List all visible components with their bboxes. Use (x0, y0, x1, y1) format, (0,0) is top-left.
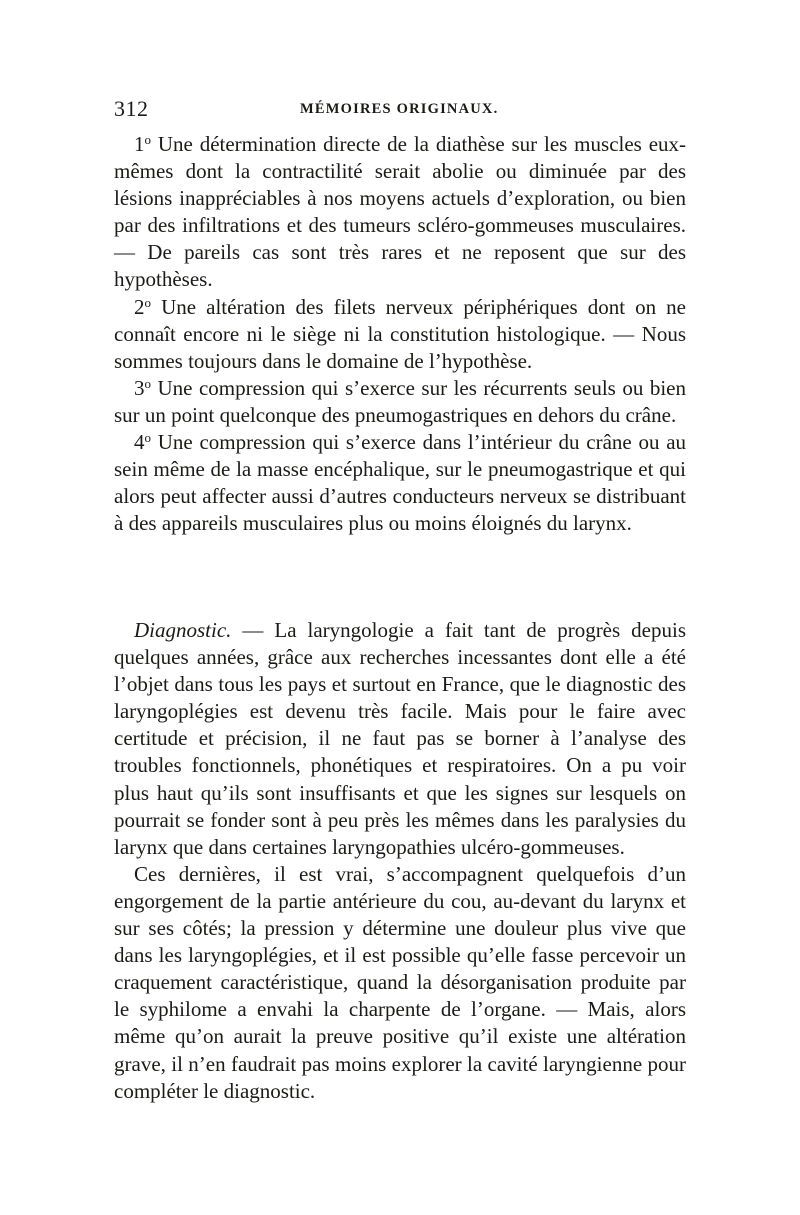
list-item-4 (114, 429, 686, 537)
degree-mark: o (144, 132, 151, 147)
list-item-1 (114, 131, 686, 294)
numbered-list (114, 131, 686, 537)
paragraph-text: — La laryngologie a fait tant de progrès depuis quelques années, grâce aux recherches incessantes dont elle a été l’objet dans tous les pays et surtout en France, que le diagnostic des laryngoplégies est devenu très facile. Mais pour le faire avec certitude et précision, il ne faut pas se borner à l’analyse des troubles fonctionnels, phonétiques et respiratoires. On a pu voir plus haut qu’ils sont insuffisants et que les signes sur lesquels on pourrait se fonder sont à peu près les mêmes dans les paralysies du larynx que dans certaines laryngopathies ulcéro-gommeuses. (114, 618, 686, 859)
list-item-2 (114, 294, 686, 375)
list-item-3 (114, 375, 686, 429)
item-text: Une compression qui s’exerce sur les récurrents seuls ou bien sur un point quelconque des pneumogastriques en dehors du crâne. (114, 375, 686, 427)
degree-mark: o (144, 375, 151, 391)
degree-mark: o (144, 294, 151, 310)
item-text: Une altération des filets nerveux périphériques dont on ne connaît encore ni le siège ni la constitution histologique. — Nous sommes toujours dans le domaine de l’hypothèse. (114, 294, 687, 373)
degree-mark: o (144, 430, 151, 446)
diagnostic-paragraph-1 (114, 617, 686, 861)
item-text: Une détermination directe de la diathèse sur les muscles eux-mêmes dont la contractilité serait abolie ou diminuée par des lésions inappréciables à nos moyens actuels d’exploration, ou bien par des infiltrations et des tumeurs scléro-gommeuses musculaires. — De pareils cas sont très rares et ne reposent que sur des hypothèses. (114, 132, 687, 292)
item-number: 1 (134, 132, 145, 156)
diagnostic-heading: Diagnostic. (134, 618, 232, 642)
running-title: MÉMOIRES ORIGINAUX. (300, 101, 499, 117)
item-text: Une compression qui s’exerce dans l’intérieur du crâne ou au sein même de la masse encéphalique, sur le pneumogastrique et qui alors peut affecter aussi d’autres conducteurs nerveux se distribuant à des appareils musculaires plus ou moins éloignés du larynx. (114, 430, 687, 536)
diagnostic-paragraph-2 (114, 861, 686, 1105)
item-number: 2 (134, 294, 145, 319)
item-number: 3 (134, 375, 145, 400)
paragraph-text: Ces dernières, il est vrai, s’accompagnent quelquefois d’un engorgement de la partie antérieure du cou, au-devant du larynx et sur ses côtés; la pression y détermine une douleur plus vive que dans les laryngoplégies, et il est possible qu’elle fasse percevoir un craquement caractéristique, quand la désorganisation produite par le syphilome a envahi la charpente de l’organe. — Mais, alors même qu’on aurait la preuve positive qu’il existe une altération grave, il n’en faudrait pas moins explorer la cavité laryngienne pour compléter le diagnostic. (114, 861, 686, 1103)
item-number: 4 (134, 430, 145, 455)
page-header (114, 96, 694, 124)
diagnostic-section (114, 617, 686, 1105)
page-number: 312 (114, 96, 149, 121)
